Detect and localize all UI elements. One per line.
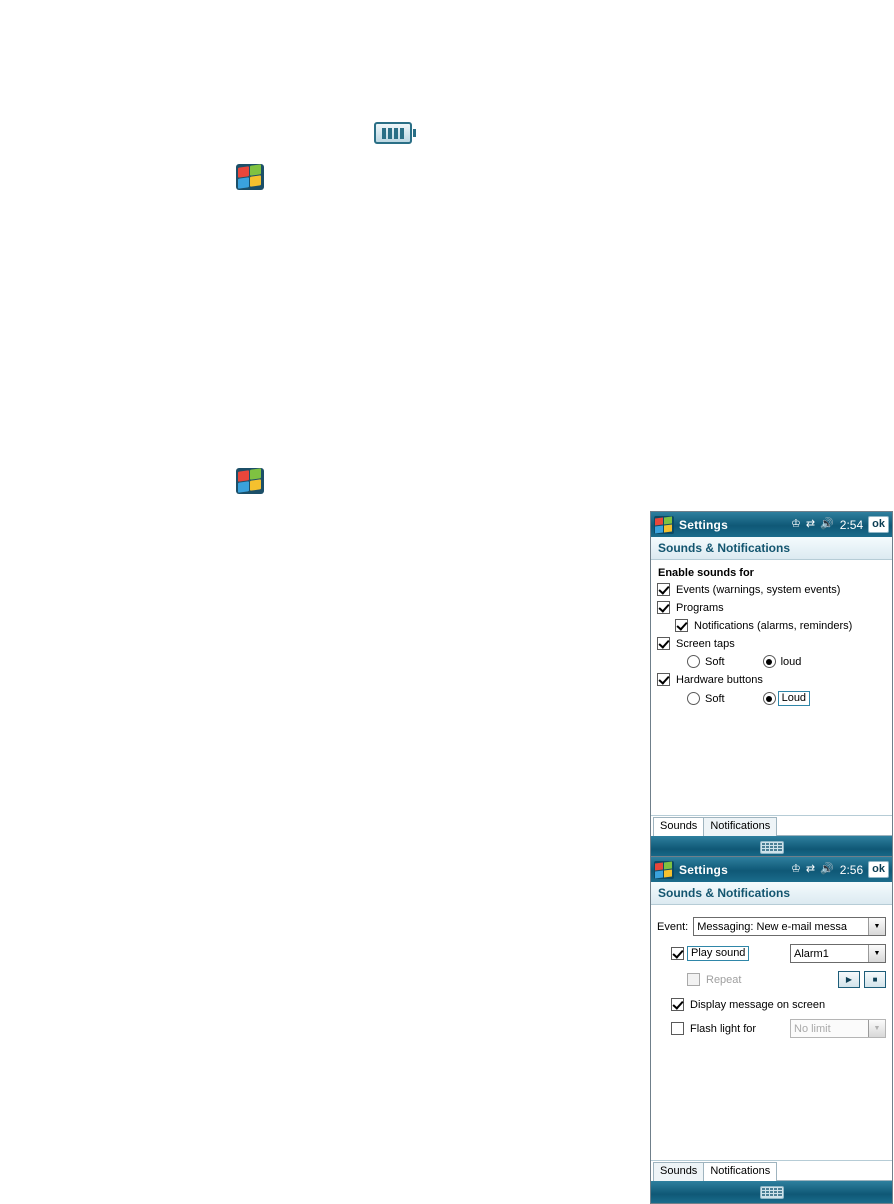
page-title: Sounds & Notifications: [651, 537, 892, 560]
connectivity-icon[interactable]: ⇄: [805, 863, 816, 875]
display-message-label: Display message on screen: [690, 998, 826, 1011]
screen-taps-loud-radio[interactable]: [763, 655, 776, 668]
tab-sounds[interactable]: Sounds: [653, 1162, 704, 1181]
titlebar: [651, 857, 892, 882]
volume-icon[interactable]: 🔊: [820, 863, 834, 875]
flash-light-checkbox[interactable]: [671, 1022, 684, 1035]
event-label: Event:: [657, 920, 689, 933]
soft-input-bar: [651, 1181, 892, 1203]
chevron-down-icon[interactable]: ▼: [868, 945, 885, 962]
tab-notifications[interactable]: Notifications: [703, 1162, 777, 1181]
soft-input-bar: [651, 836, 892, 858]
notifications-checkbox[interactable]: [675, 619, 688, 632]
chevron-down-icon[interactable]: ▼: [868, 1020, 885, 1037]
chevron-down-icon[interactable]: ▼: [868, 918, 885, 935]
keyboard-icon[interactable]: [760, 841, 784, 854]
tab-notifications[interactable]: Notifications: [703, 817, 777, 836]
signal-icon[interactable]: ♔: [791, 863, 801, 875]
repeat-label: Repeat: [706, 973, 742, 986]
flash-duration-value: No limit: [794, 1022, 831, 1035]
start-flag-icon[interactable]: [654, 861, 674, 879]
flash-duration-combobox[interactable]: [790, 1019, 886, 1038]
notifications-label: Notifications (alarms, reminders): [694, 619, 853, 632]
display-message-row[interactable]: [657, 998, 886, 1011]
system-tray: [791, 863, 863, 877]
start-flag-icon[interactable]: [654, 516, 674, 534]
clock[interactable]: 2:54: [839, 517, 864, 532]
events-label: Events (warnings, system events): [676, 583, 841, 596]
tab-sounds[interactable]: Sounds: [653, 817, 704, 836]
ok-button[interactable]: ok: [868, 861, 889, 878]
events-checkbox[interactable]: [657, 583, 670, 596]
sound-combobox[interactable]: [790, 944, 886, 963]
screen-taps-checkbox[interactable]: [657, 637, 670, 650]
checkbox-row-programs[interactable]: [657, 601, 886, 614]
repeat-row[interactable]: [657, 971, 886, 988]
sounds-body: [651, 560, 892, 815]
signal-icon[interactable]: ♔: [791, 518, 801, 530]
event-value: Messaging: New e-mail messa: [697, 920, 847, 933]
clock[interactable]: 2:56: [839, 862, 864, 877]
tab-filler: [776, 815, 892, 836]
flash-light-label: Flash light for: [690, 1022, 757, 1035]
screen-taps-label: Screen taps: [676, 637, 735, 650]
screen-taps-soft-label: Soft: [705, 655, 725, 668]
titlebar: [651, 512, 892, 537]
windows-start-flag-icon-mid[interactable]: [236, 468, 264, 494]
hardware-loud-label: Loud: [778, 691, 810, 706]
hardware-loud-radio[interactable]: [763, 692, 776, 705]
programs-checkbox[interactable]: [657, 601, 670, 614]
keyboard-icon[interactable]: [760, 1186, 784, 1199]
repeat-checkbox[interactable]: [687, 973, 700, 986]
stop-button[interactable]: ■: [864, 971, 886, 988]
event-row[interactable]: [657, 917, 886, 936]
screen-taps-loud-label: loud: [780, 655, 802, 668]
hardware-buttons-label: Hardware buttons: [676, 673, 763, 686]
hardware-soft-radio[interactable]: [687, 692, 700, 705]
checkbox-row-screen-taps[interactable]: [657, 637, 886, 650]
checkbox-row-notifications[interactable]: [657, 619, 886, 632]
event-combobox[interactable]: [693, 917, 886, 936]
flash-light-row[interactable]: [657, 1019, 886, 1038]
window-title: Settings: [679, 862, 728, 877]
play-sound-row[interactable]: [657, 944, 886, 963]
display-message-checkbox[interactable]: [671, 998, 684, 1011]
volume-icon[interactable]: 🔊: [820, 518, 834, 530]
checkbox-row-hardware-buttons[interactable]: [657, 673, 886, 686]
battery-icon: [374, 122, 412, 144]
hardware-buttons-checkbox[interactable]: [657, 673, 670, 686]
ok-button[interactable]: ok: [868, 516, 889, 533]
media-button-group: [838, 971, 886, 988]
sound-value: Alarm1: [794, 947, 829, 960]
page-title: Sounds & Notifications: [651, 882, 892, 905]
play-button[interactable]: ▶: [838, 971, 860, 988]
notifications-body: [651, 905, 892, 1160]
checkbox-row-events[interactable]: [657, 583, 886, 596]
enable-sounds-label: Enable sounds for: [658, 567, 754, 579]
screen-taps-soft-radio[interactable]: [687, 655, 700, 668]
windows-start-flag-icon-top[interactable]: [236, 164, 264, 190]
pda-sounds-screen: [650, 511, 893, 859]
connectivity-icon[interactable]: ⇄: [805, 518, 816, 530]
hardware-buttons-volume-group[interactable]: [657, 691, 886, 706]
hardware-soft-label: Soft: [705, 692, 725, 705]
pda-notifications-screen: [650, 856, 893, 1204]
screen-taps-volume-group[interactable]: [657, 655, 886, 668]
play-sound-checkbox[interactable]: [671, 947, 684, 960]
tab-bar: [651, 815, 892, 836]
system-tray: [791, 518, 863, 532]
window-title: Settings: [679, 517, 728, 532]
play-sound-label: Play sound: [687, 946, 749, 961]
programs-label: Programs: [676, 601, 724, 614]
